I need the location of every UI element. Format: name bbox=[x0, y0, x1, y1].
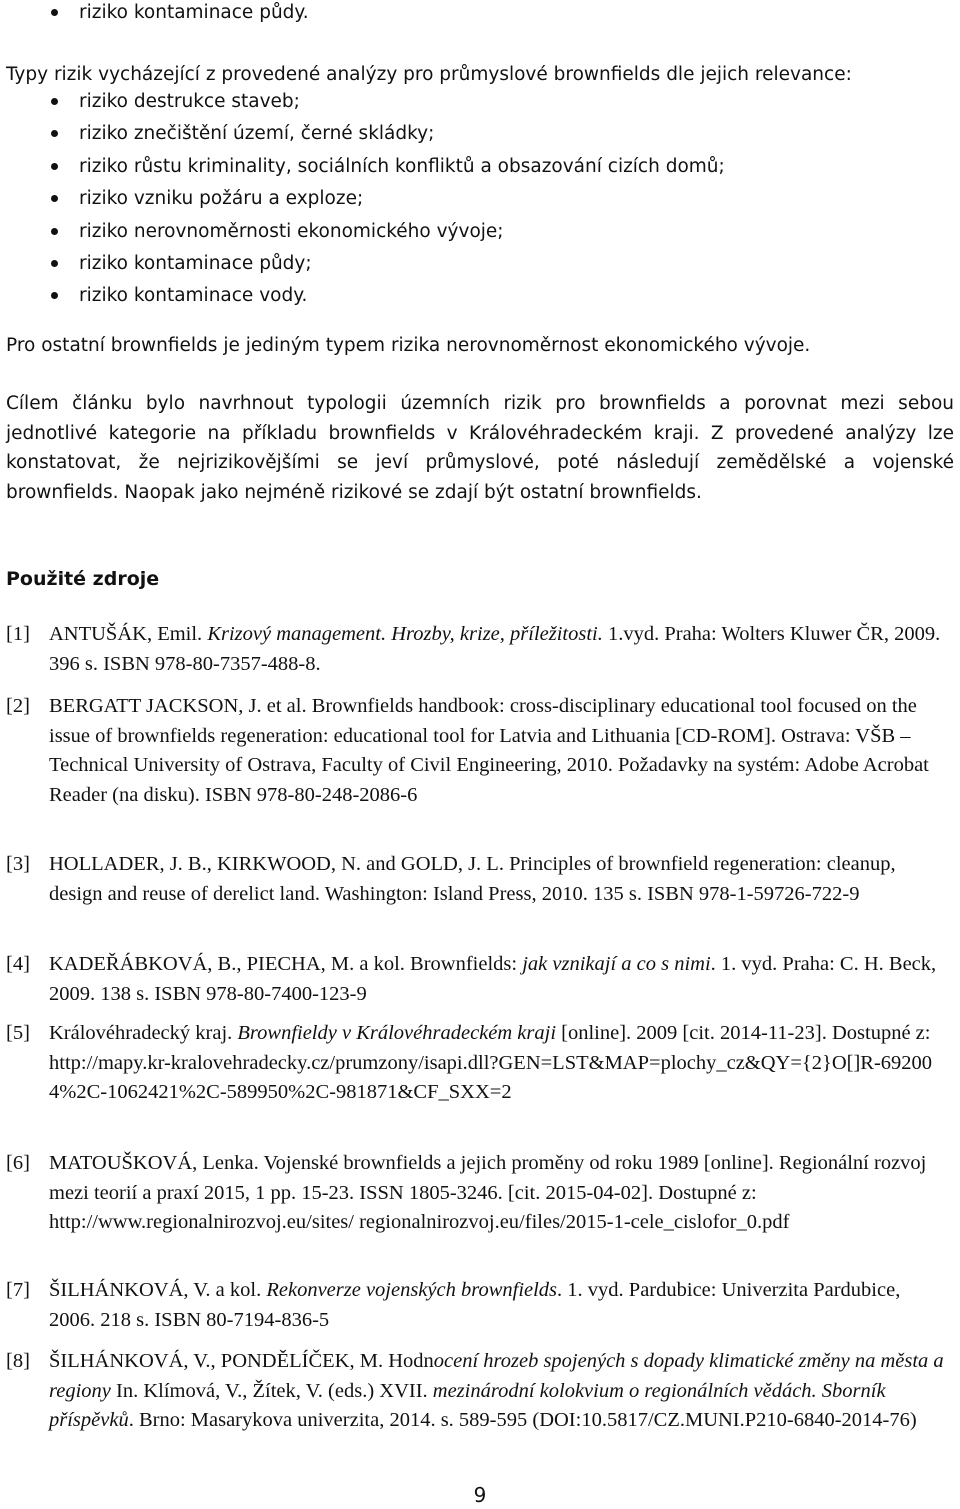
bullet-icon bbox=[51, 130, 58, 137]
reference-6 bbox=[6, 1149, 944, 1238]
list-item bbox=[6, 248, 954, 280]
page-number: 9 bbox=[473, 1483, 487, 1507]
bullet-icon bbox=[51, 195, 58, 202]
list-item bbox=[6, 280, 954, 312]
reference-number: [1] bbox=[6, 623, 30, 645]
reference-details: . 1. vyd. Pardubice: Univerzita Pardubice, 2006. 218 s. ISBN 80-7194-836-5 bbox=[49, 1279, 901, 1331]
reference-details: BERGATT JACKSON, J. et al. Brownfields handbook: cross-disciplinary educational tool focused on the issue of brownfields regeneration: educational tool for Latvia and Lithuania [CD-ROM]. Ostrava: VŠB – Technical University of Ostrava, Faculty of Civil Engineering, 2010. Požadavky na systém: Adobe Acrobat Reader (na disku). ISBN 978-80-248-2086-6 bbox=[49, 695, 929, 806]
reference-8 bbox=[6, 1347, 944, 1436]
bullet-icon bbox=[51, 260, 58, 267]
reference-number: [7] bbox=[6, 1279, 30, 1301]
sources-heading: Použité zdroje bbox=[6, 568, 160, 590]
list-item-text: riziko vzniku požáru a exploze; bbox=[79, 188, 364, 210]
reference-1 bbox=[6, 620, 944, 679]
reference-number: [8] bbox=[6, 1350, 30, 1372]
reference-text bbox=[49, 692, 944, 810]
reference-3 bbox=[6, 850, 944, 909]
reference-details: HOLLADER, J. B., KIRKWOOD, N. and GOLD, J. L. Principles of brownfield regeneration: cleanup, design and reuse of derelict land. Washington: Island Press, 2010. 135 s. ISBN 978-1-59726-722-9 bbox=[49, 853, 896, 905]
reference-authors: KADEŘÁBKOVÁ, B., PIECHA, M. a kol. Brownfields: bbox=[49, 953, 523, 975]
reference-number: [3] bbox=[6, 853, 30, 875]
bullet-icon bbox=[51, 292, 58, 299]
reference-details: 1.vyd. Praha: Wolters Kluwer ČR, 2009. 396 s. ISBN 978-80-7357-488-8. bbox=[49, 623, 941, 675]
list-item-text: riziko destrukce staveb; bbox=[79, 91, 300, 112]
reference-title: Brownfieldy v Královéhradeckém kraji bbox=[237, 1022, 557, 1044]
reference-number: [2] bbox=[6, 695, 30, 717]
list-item-text: riziko růstu kriminality, sociálních konfliktů a obsazování cizích domů; bbox=[79, 155, 725, 177]
list-item-text: riziko kontaminace půdy. bbox=[79, 2, 309, 23]
top-bullet-list bbox=[6, 0, 954, 29]
bullet-icon bbox=[51, 163, 58, 170]
list-item-text: riziko znečištění území, černé skládky; bbox=[79, 123, 435, 145]
reference-title: ocení hrozeb spojených s dopady klimatické změny na města a regiony bbox=[49, 1350, 944, 1402]
reference-number: [6] bbox=[6, 1152, 30, 1174]
list-item bbox=[6, 86, 954, 118]
reference-details: [online]. 2009 [cit. 2014-11-23]. Dostupné z: http://mapy.kr-kralovehradecky.cz/prumzony/isapi.dll?GEN=LST&MAP=plochy_cz&QY={2}O[]R-692004%2C-1062421%2C-589950%2C-981871&CF_SXX=2 bbox=[49, 1022, 933, 1103]
reference-number: [4] bbox=[6, 953, 30, 975]
reference-5 bbox=[6, 1019, 944, 1108]
reference-authors: ŠILHÁNKOVÁ, V., PONDĚLÍČEK, M. Hodn bbox=[49, 1350, 434, 1372]
list-item bbox=[6, 216, 954, 248]
reference-details: . 1. vyd. Praha: C. H. Beck, 2009. 138 s. ISBN 978-80-7400-123-9 bbox=[49, 953, 937, 1005]
bullet-icon bbox=[51, 9, 58, 16]
list-item bbox=[6, 151, 954, 183]
reference-text bbox=[49, 1276, 944, 1335]
reference-text bbox=[49, 1347, 944, 1436]
industrial-risk-list bbox=[6, 86, 954, 313]
list-item bbox=[6, 118, 954, 150]
list-item bbox=[6, 183, 954, 215]
other-brownfields-paragraph: Pro ostatní brownfields je jediným typem rizika nerovnoměrnost ekonomického vývoje. bbox=[6, 335, 811, 356]
list-item-text: riziko nerovnoměrnosti ekonomického vývoje; bbox=[79, 220, 504, 242]
reference-authors: ANTUŠÁK, Emil. bbox=[49, 623, 208, 645]
reference-2 bbox=[6, 692, 944, 810]
reference-text bbox=[49, 620, 944, 679]
conclusion-paragraph: Cílem článku bylo navrhnout typologii územních rizik pro brownfields a porovnat mezi sebou jednotlivé kategorie na příkladu brownfields v Královéhradeckém kraji. Z provedené analýzy lze konstatovat, že nejrizikovějšími se jeví průmyslové, poté následují zemědělské a vojenské brownfields. Naopak jako nejméně rizikové se zdají být ostatní brownfields. bbox=[6, 393, 954, 503]
reference-authors: Královéhradecký kraj. bbox=[49, 1022, 238, 1044]
bullet-icon bbox=[51, 228, 58, 235]
reference-authors: ŠILHÁNKOVÁ, V. a kol. bbox=[49, 1279, 267, 1301]
reference-details: In. Klímová, V., Žítek, V. (eds.) XVII. bbox=[110, 1379, 433, 1402]
reference-publisher: . Brno: Masarykova univerzita, 2014. s. 589-595 (DOI:10.5817/CZ.MUNI.P210-6840-2014-76) bbox=[128, 1409, 917, 1431]
reference-4 bbox=[6, 950, 944, 1009]
reference-text bbox=[49, 950, 944, 1009]
reference-title: Krizový management. Hrozby, krize, příležitosti. bbox=[207, 623, 603, 645]
reference-proceedings: mezinárodní kolokvium o regionálních vědách. Sborník příspěvků bbox=[49, 1379, 886, 1431]
list-item-text: riziko kontaminace půdy; bbox=[79, 252, 312, 274]
reference-text bbox=[49, 1019, 944, 1108]
bullet-icon bbox=[51, 98, 58, 105]
reference-7 bbox=[6, 1276, 944, 1335]
reference-details: MATOUŠKOVÁ, Lenka. Vojenské brownfields a jejich proměny od roku 1989 [online]. Regionální rozvoj mezi teorií a praxí 2015, 1 pp. 15-23. ISSN 1805-3246. [cit. 2015-04-02]. Dostupné z: http://www.regionalnirozvoj.eu/sites/ regionalnirozvoj.eu/files/2015-1-cele_cislofor_0.pdf bbox=[49, 1152, 927, 1233]
industrial-intro: Typy rizik vycházející z provedené analýzy pro průmyslové brownfields dle jejich relevance: bbox=[6, 64, 852, 85]
reference-number: [5] bbox=[6, 1022, 30, 1044]
list-item bbox=[6, 0, 954, 29]
reference-title: jak vznikají a co s nimi bbox=[522, 953, 711, 975]
reference-text bbox=[49, 850, 944, 909]
list-item-text: riziko kontaminace vody. bbox=[79, 285, 308, 307]
reference-text bbox=[49, 1149, 944, 1238]
reference-title: Rekonverze vojenských brownfields bbox=[266, 1279, 558, 1301]
